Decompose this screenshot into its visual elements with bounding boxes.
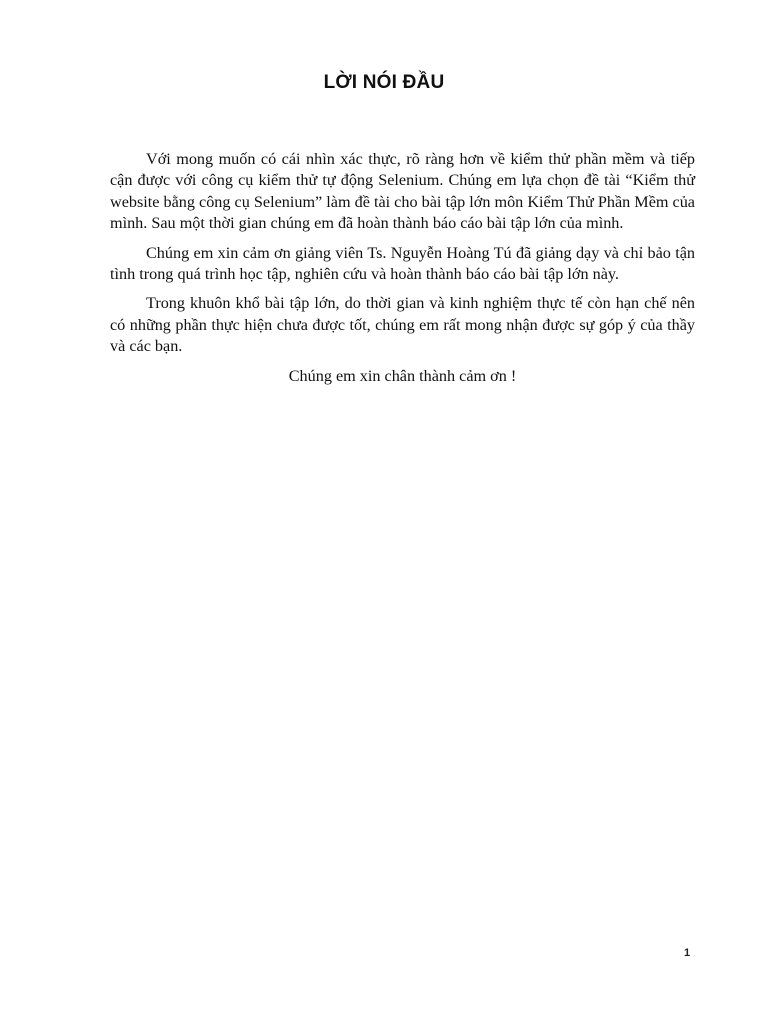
closing-line: Chúng em xin chân thành cảm ơn ! — [288, 366, 517, 385]
paragraph-limitations: Trong khuôn khổ bài tập lớn, do thời gian và kinh nghiệm thực tế còn hạn chế nên có những phần thực hiện chưa được tốt, chúng em rất mong nhận được sự góp ý của thầy và các bạn. — [110, 294, 695, 356]
page-number: 1 — [684, 947, 691, 959]
paragraph-thanks-lecturer: Chúng em xin cảm ơn giảng viên Ts. Nguyễn Hoàng Tú đã giảng dạy và chỉ bảo tận tình trong quá trình học tập, nghiên cứu và hoàn thành báo cáo bài tập lớn này. — [110, 243, 695, 284]
document-body — [110, 149, 695, 387]
page-title: LỜI NÓI ĐẦU — [323, 72, 445, 93]
paragraph-intro: Với mong muốn có cái nhìn xác thực, rõ ràng hơn về kiểm thử phần mềm và tiếp cận được với công cụ kiểm thử tự động Selenium. Chúng em lựa chọn đề tài “Kiểm thử website bằng công cụ Selenium” làm đề tài cho bài tập lớn môn Kiểm Thử Phần Mềm của mình. Sau một thời gian chúng em đã hoàn thành báo cáo bài tập lớn của mình. — [110, 150, 695, 233]
